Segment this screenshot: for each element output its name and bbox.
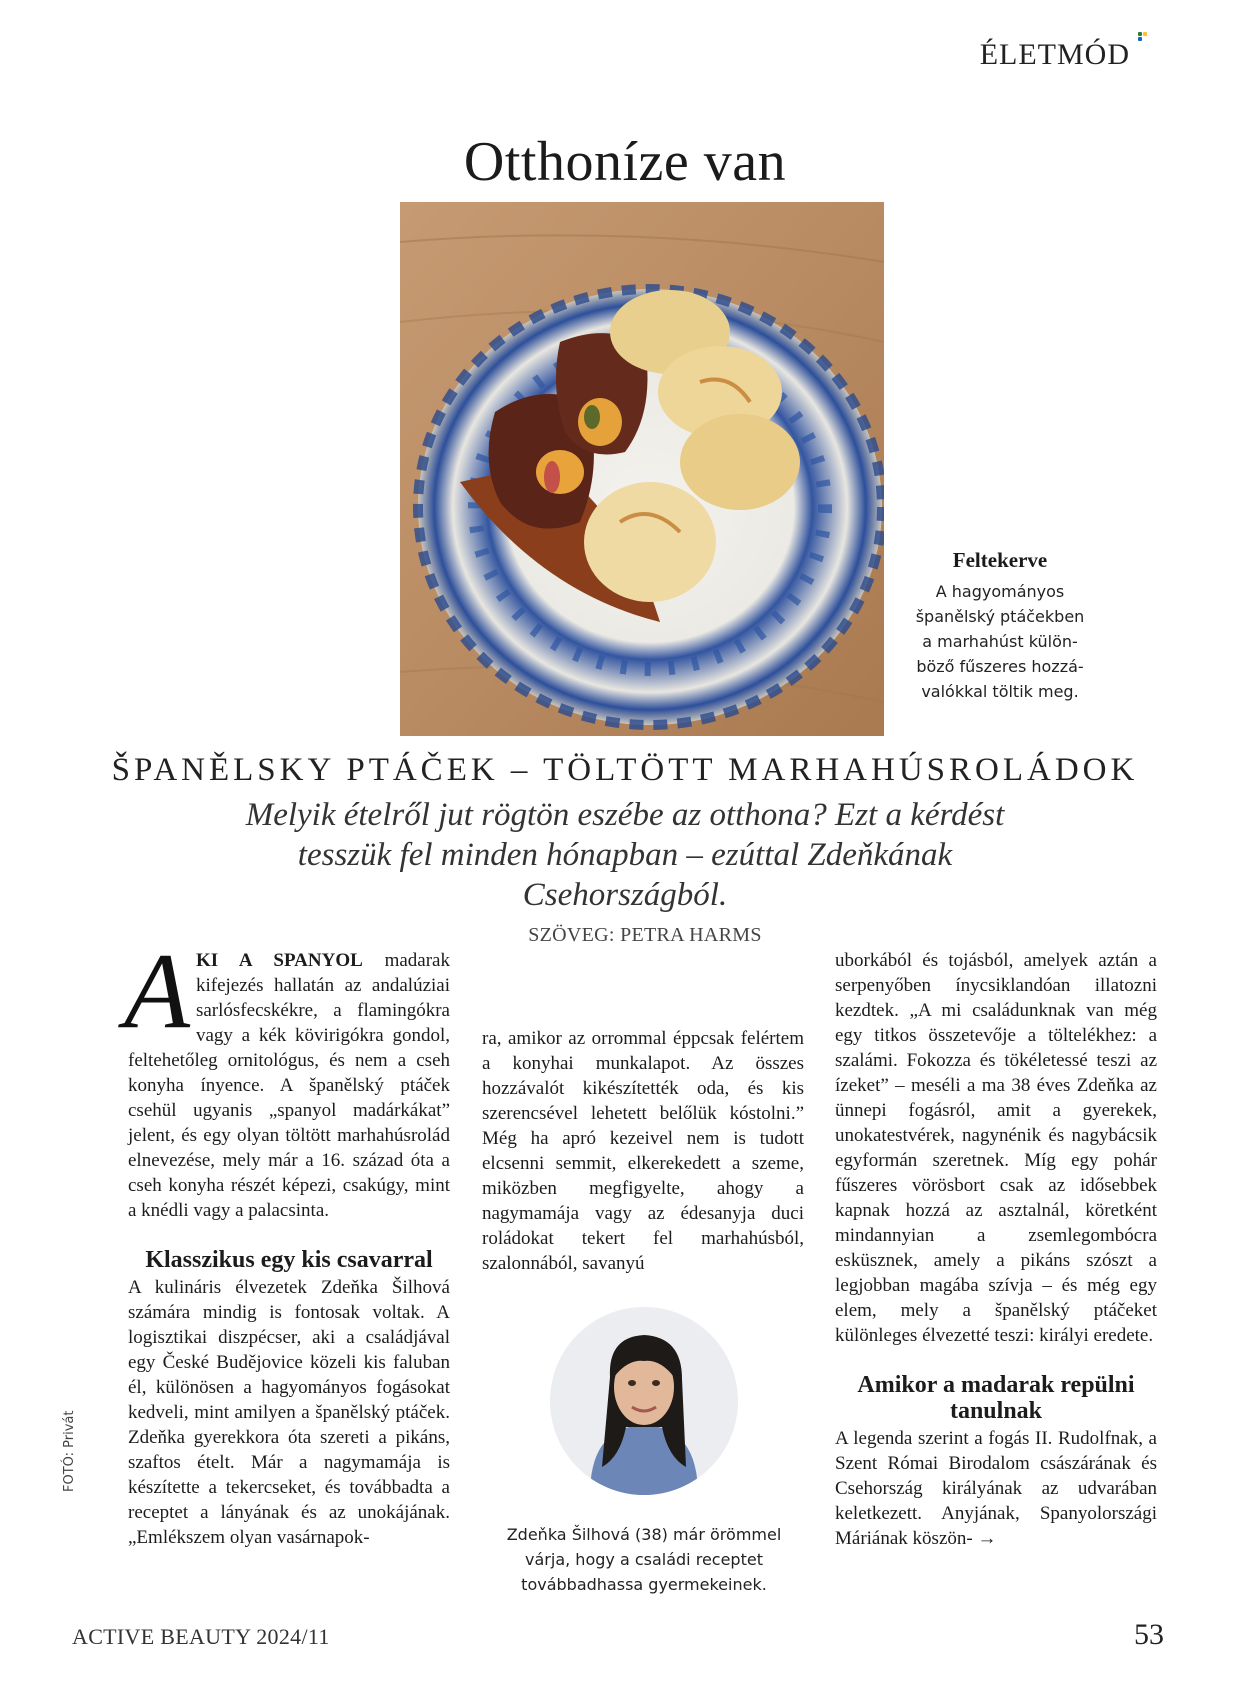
article-column-2 bbox=[482, 1026, 804, 1276]
drop-cap: A bbox=[124, 932, 190, 1051]
portrait-caption: Zdeňka Šilhová (38) már örömmel várja, hogy a családi receptet továbbadhassa gyermekeinek. bbox=[506, 1525, 782, 1594]
photo-caption-body bbox=[900, 579, 1100, 704]
page-number: 53 bbox=[1134, 1618, 1164, 1651]
article-column-1 bbox=[124, 932, 450, 1550]
photo-caption-line: A hagyományos bbox=[935, 582, 1065, 601]
subhead-classic: Klasszikus egy kis csavarral bbox=[145, 1247, 433, 1273]
portrait-photo bbox=[550, 1307, 738, 1495]
photo-caption-line: a marhahúst külön- bbox=[922, 632, 1078, 651]
subhead-legend: Amikor a madarak repülni tanulnak bbox=[857, 1372, 1135, 1424]
article-column-3 bbox=[835, 948, 1157, 1551]
photo-caption-line: španělský ptáčekben bbox=[915, 607, 1085, 626]
body-paragraph: ra, amikor az orrommal éppcsak felértem a konyhai munkalapot. Az összes hozzávalót kikészítették oda, és kis szerencsével lehetett belőlük kóstolni.” Még ha apró kezeivel nem is tudott elcsenni semmit, elkerekedett a szeme, miközben megfigyelte, ahogy a nagymamája vagy az édesanyja duci roládokat tekert fel marhahúsból, szalonnából, savanyú bbox=[482, 1028, 804, 1274]
section-label-text: ÉLETMÓD bbox=[979, 38, 1130, 71]
photo-caption-title: Feltekerve bbox=[952, 548, 1048, 572]
body-paragraph: uborkából és tojásból, amelyek aztán a serpenyőben ínycsiklandóan illatozni kezdtek. „A mi családunknak van még egy titkos összetevője a töltelékhez: a szalámi. Fokozza és tökéletessé teszi az ízeket” – meséli a ma 38 éves Zdeňka az ünnepi fogásról, amit a gyerekek, unokatestvérek, nagynénik és nagybácsik egyformán szeretnek. Míg egy pohár fűszeres vörösbort csak az idősebbek kapnak hozzá az asztalnál, köretként mindannyian a zsemlegombócra esküsznek, amely a pikáns szószt a legjobban magába szívja – és még egy elem, mely a španělský ptáčeket különleges élvezetté teszi: királyi eredete. bbox=[835, 950, 1157, 1346]
body-paragraph: A kulináris élvezetek Zdeňka Šilhová számára mindig is fontosak voltak. A logisztikai diszpécser, aki a családjával egy České Budějovice közeli kis faluban él, különösen a hagyományos fogásokat kedveli, mint amilyen a španělský ptáček. Zdeňka gyerekkora óta szereti a pikáns, szaftos ételt. Már a nagymamája is készítette a tekercseket, és továbbadta a receptet a lányának és az unokájának. „Emlékszem olyan vasárnapok- bbox=[128, 1277, 450, 1548]
photo-caption bbox=[900, 548, 1100, 704]
section-label bbox=[980, 38, 1130, 72]
photo-caption-line: valókkal töltik meg. bbox=[921, 682, 1079, 701]
portrait-image bbox=[550, 1307, 738, 1495]
magazine-issue: ACTIVE BEAUTY 2024/11 bbox=[72, 1624, 330, 1649]
headline: Otthoníze van bbox=[463, 131, 787, 193]
section-accent-icon bbox=[1138, 32, 1148, 42]
lead-paragraph bbox=[124, 932, 450, 1223]
lead-caps: KI A SPANYOL bbox=[195, 950, 363, 971]
food-photo-image bbox=[400, 202, 884, 736]
food-photo bbox=[400, 202, 884, 736]
standfirst: Melyik ételről jut rögtön eszébe az otthona? Ezt a kérdést tesszük fel minden hónapban – ezúttal Zdeňkának Csehországból. bbox=[245, 797, 1005, 913]
photo-caption-line: böző fűszeres hozzá- bbox=[916, 657, 1084, 676]
lead-text: madarak kifejezés hallatán az andalúziai sarlósfecskékre, a flamingókra vagy a kék kövirigókra gondol, feltehetőleg ornitológus, és nem a cseh konyha ínyence. A španělský ptáček csehül ugyanis „spanyol madárkákat” jelent, és egy olyan töltött marhahúsrolád elnevezése, mely már a 16. század óta a cseh konyha részét képezi, csakúgy, mint a knédli vagy a palacsinta. bbox=[128, 950, 450, 1221]
photo-credit: FOTÓ: Privát bbox=[62, 1410, 77, 1492]
byline: SZÖVEG: PETRA HARMS bbox=[528, 924, 762, 946]
recipe-title: ŠPANĚLSKY PTÁČEK – TÖLTÖTT MARHAHÚSROLÁDOK bbox=[111, 752, 1139, 788]
body-paragraph: A legenda szerint a fogás II. Rudolfnak, a Szent Római Birodalom császárának és Csehország királyának az udvarában keletkezett. Anyjának, Spanyolországi Máriának köszön- → bbox=[835, 1428, 1157, 1549]
